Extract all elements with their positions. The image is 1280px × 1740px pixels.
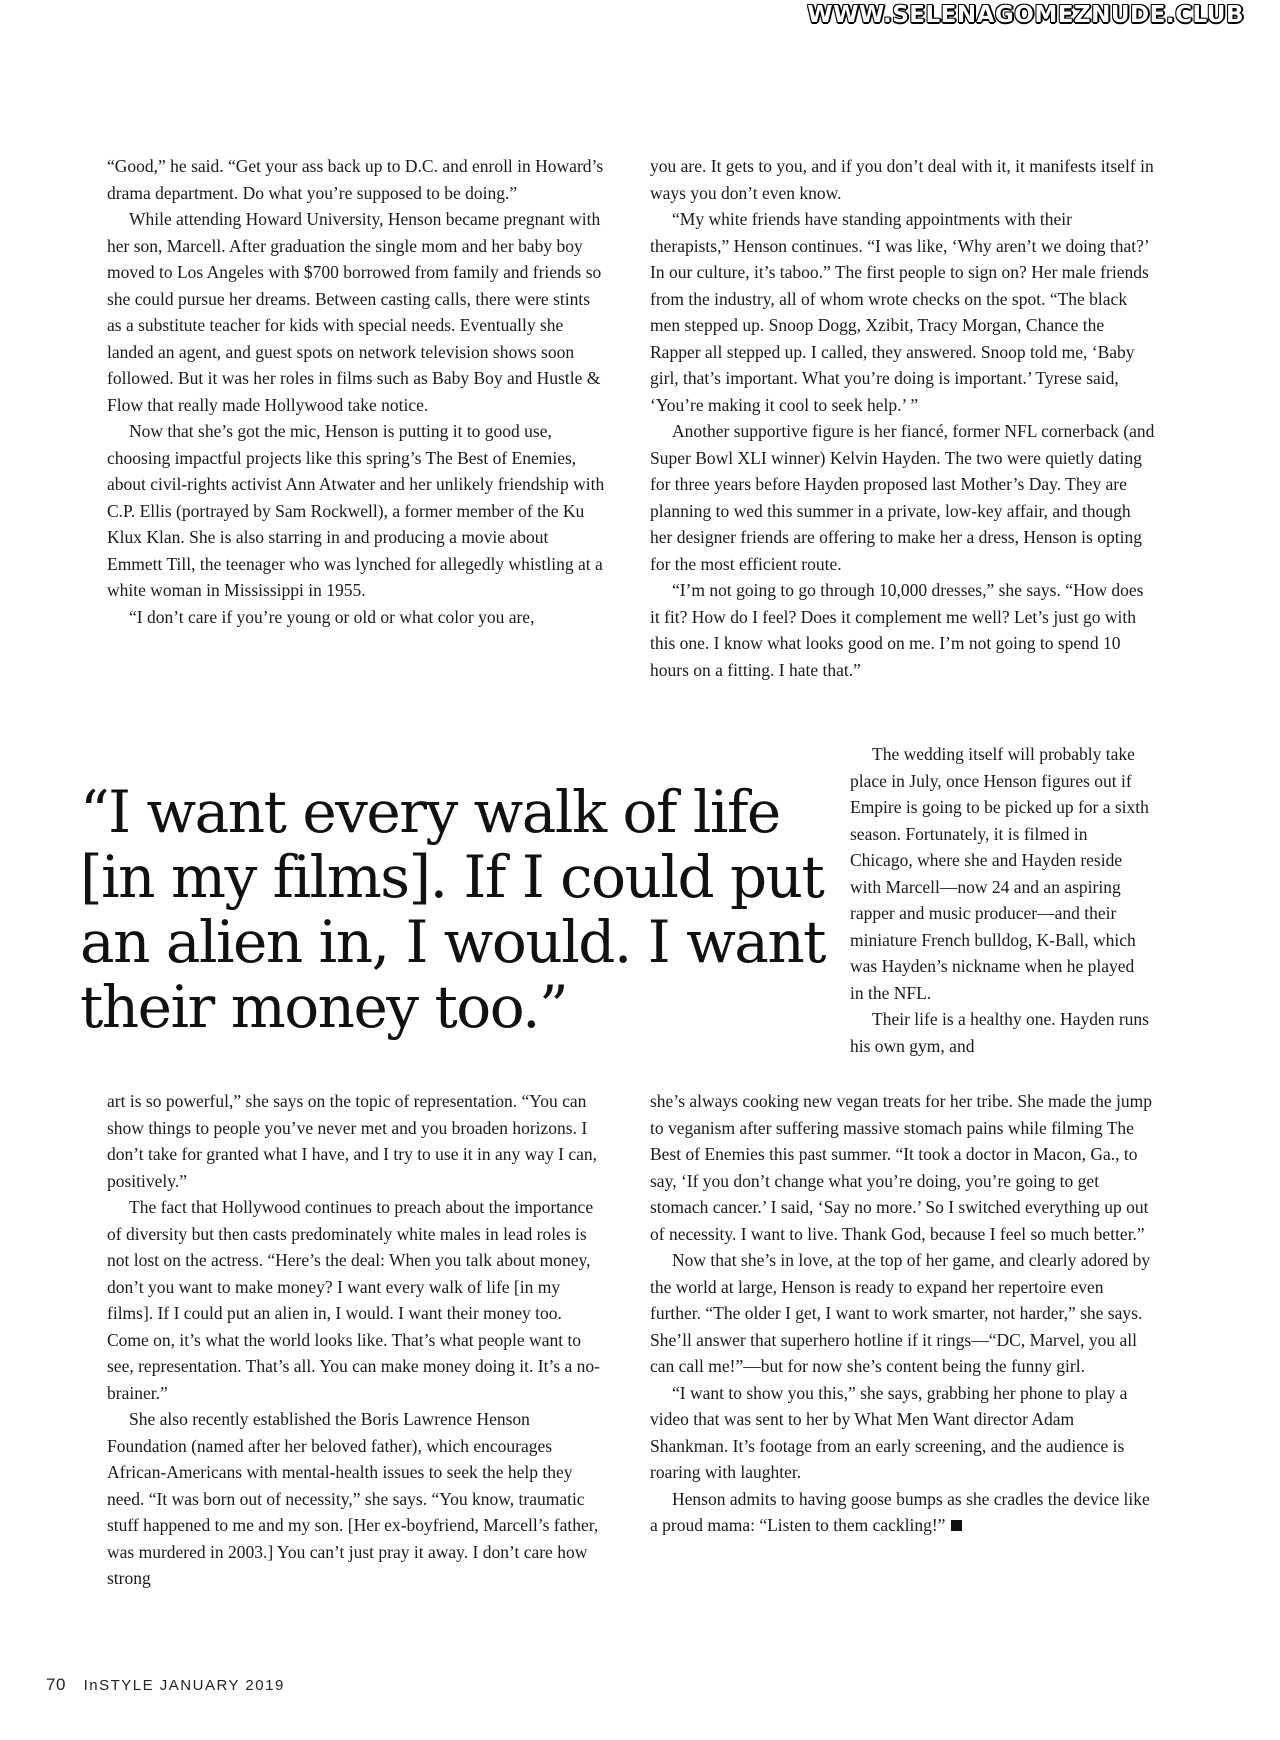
paragraph bbox=[650, 1486, 1155, 1539]
paragraph: Their life is a healthy one. Hayden runs his own gym, and bbox=[850, 1009, 1149, 1056]
page-number: 70 bbox=[46, 1675, 66, 1694]
paragraph: you are. It gets to you, and if you don’t deal with it, it manifests itself in ways you don’t even know. bbox=[650, 156, 1154, 203]
paragraph: “I’m not going to go through 10,000 dresses,” she says. “How does it fit? How do I feel? Does it complement me well? Let’s just go with this one. I know what looks good on me. I’m not going to spend 10 hours on a fitting. I hate that.” bbox=[650, 580, 1144, 680]
page-footer bbox=[46, 1675, 285, 1695]
issue-date: JANUARY 2019 bbox=[159, 1677, 285, 1694]
paragraph: The fact that Hollywood continues to preach about the importance of diversity but then casts predominately white males in lead roles is not lost on the actress. “Here’s the deal: When you talk about money, don’t you want to make money? I want every walk of life [in my films]. If I could put an alien in, I would. I want their money too. Come on, it’s what the world looks like. That’s what people want to see, representation. That’s all. You can make money doing it. It’s a no-brainer.” bbox=[107, 1197, 600, 1403]
magazine-name: InSTYLE bbox=[83, 1677, 155, 1694]
column-bottom-left bbox=[107, 1088, 607, 1592]
paragraph: “I want to show you this,” she says, grabbing her phone to play a video that was sent to her by What Men Want director Adam Shankman. It’s footage from an early screening, and the audience is roaring with laughter. bbox=[650, 1382, 1128, 1482]
paragraph: The wedding itself will probably take place in July, once Henson figures out if Empire is going to be picked up for a sixth season. Fortunately, it is filmed in Chicago, where she and Hayden reside with Marcell—now 24 and an aspiring rapper and music producer—and their miniature French bulldog, K-Ball, which was Hayden’s nickname when he played in the NFL. bbox=[850, 744, 1149, 1003]
paragraph: “I don’t care if you’re young or old or what color you are, bbox=[129, 606, 535, 627]
paragraph: Now that she’s in love, at the top of her game, and clearly adored by the world at large, Henson is ready to expand her repertoire even further. “The older I get, I want to work smarter, not harder,” she says. She’ll answer that superhero hotline if it rings—“DC, Marvel, you all can call me!”—but for now she’s content being the funny girl. bbox=[650, 1250, 1151, 1376]
paragraph: she’s always cooking new vegan treats for her tribe. She made the jump to veganism after suffering massive stomach pains while filming The Best of Enemies this past summer. “It took a doctor in Macon, Ga., to say, ‘If you don’t change what you’re doing, you’re going to get stomach cancer.’ I said, ‘Say no more.’ So I switched everything up out of necessity. I want to live. Thank God, because I feel so much better.” bbox=[650, 1091, 1153, 1244]
column-top-left bbox=[107, 153, 607, 630]
end-mark-icon bbox=[951, 1520, 962, 1531]
paragraph: While attending Howard University, Henson became pregnant with her son, Marcell. After graduation the single mom and her baby boy moved to Los Angeles with $700 borrowed from family and friends so she could pursue her dreams. Between casting calls, there were stints as a substitute teacher for kids with special needs. Eventually she landed an agent, and guest spots on network television shows soon followed. But it was her roles in films such as Baby Boy and Hustle & Flow that really made Hollywood take notice. bbox=[107, 209, 602, 415]
column-bottom-right bbox=[650, 1088, 1155, 1539]
column-beside-quote bbox=[850, 741, 1150, 1059]
paragraph: art is so powerful,” she says on the topic of representation. “You can show things to people you’ve never met and you broaden horizons. I don’t take for granted what I have, and I try to use it in any way I can, positively.” bbox=[107, 1091, 597, 1191]
site-watermark: WWW.SELENAGOMEZNUDE.CLUB bbox=[807, 2, 1244, 28]
closing-text: Henson admits to having goose bumps as she cradles the device like a proud mama: “Listen to them cackling!” bbox=[650, 1488, 1150, 1535]
pull-quote: “I want every walk of life [in my films]. If I could put an alien in, I would. I want their money too.” bbox=[80, 778, 825, 1041]
paragraph: Another supportive figure is her fiancé, former NFL cornerback (and Super Bowl XLI winner) Kelvin Hayden. The two were quietly dating for three years before Hayden proposed last Mother’s Day. They are planning to wed this summer in a private, low-key affair, and though her designer friends are offering to make her a dress, Henson is opting for the most efficient route. bbox=[650, 421, 1155, 574]
paragraph: “My white friends have standing appointments with their therapists,” Henson continues. “I was like, ‘Why aren’t we doing that?’ In our culture, it’s taboo.” The first people to sign on? Her male friends from the industry, all of whom wrote checks on the spot. “The black men stepped up. Snoop Dogg, Xzibit, Tracy Morgan, Chance the Rapper all stepped up. I called, they answered. Snoop told me, ‘Baby girl, that’s important. What you’re doing is important.’ Tyrese said, ‘You’re making it cool to seek help.’ ” bbox=[650, 209, 1149, 415]
paragraph: She also recently established the Boris Lawrence Henson Foundation (named after her beloved father), which encourages African-Americans with mental-health issues to seek the help they need. “It was born out of necessity,” she says. “You know, traumatic stuff happened to me and my son. [Her ex-boyfriend, Marcell’s father, was murdered in 2003.] You can’t just pray it away. I don’t care how strong bbox=[107, 1409, 599, 1588]
column-top-right bbox=[650, 153, 1155, 683]
paragraph: “Good,” he said. “Get your ass back up to D.C. and enroll in Howard’s drama department. Do what you’re supposed to be doing.” bbox=[107, 156, 604, 203]
paragraph: Now that she’s got the mic, Henson is putting it to good use, choosing impactful projects like this spring’s The Best of Enemies, about civil-rights activist Ann Atwater and her unlikely friendship with C.P. Ellis (portrayed by Sam Rockwell), a former member of the Ku Klux Klan. She is also starring in and producing a movie about Emmett Till, the teenager who was lynched for allegedly whistling at a white woman in Mississippi in 1955. bbox=[107, 421, 605, 600]
